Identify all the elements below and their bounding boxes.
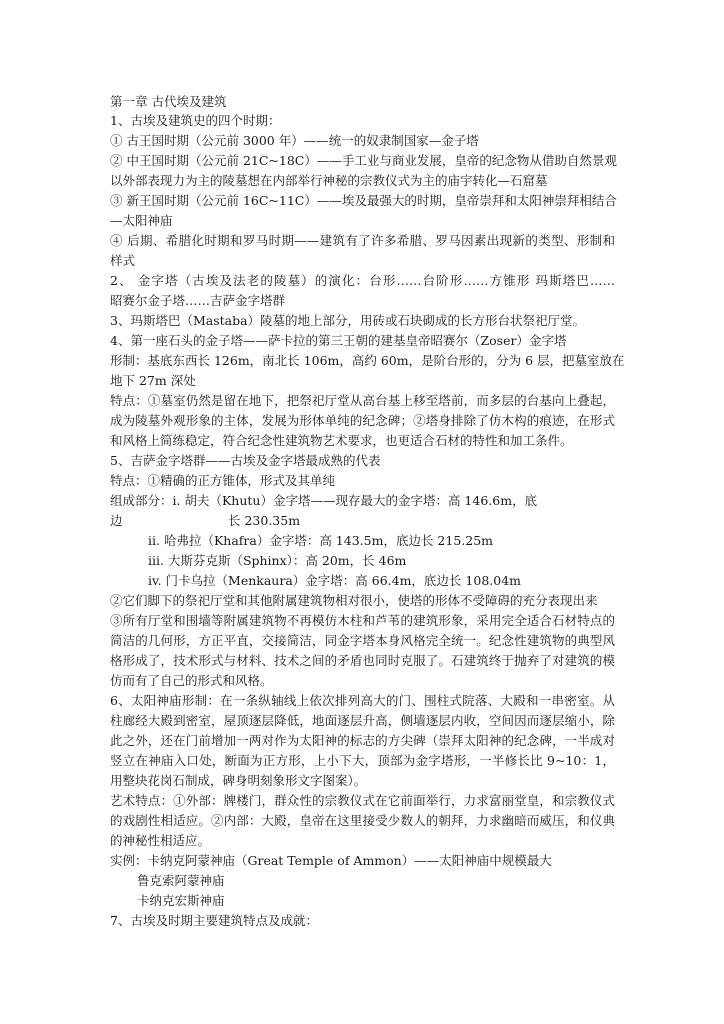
section-heading: 5、吉萨金字塔群——古埃及金字塔最成熟的代表 [110, 453, 381, 468]
text-line: 仿而有了自己的形式和风格。 [110, 673, 273, 688]
text-line: 竖立在神庙入口处，断面为正方形，上小下大，顶部为金字塔形，一半修长比 9~10：1， [110, 753, 615, 768]
text-line: 的戏剧性相适应。②内部：大殿，皇帝在这里接受少数人的朝拜，力求幽暗而威压，和仪典 [110, 813, 615, 828]
text-line: 形制：基底东西长 126m，南北长 106m，高约 60m，是阶台形的，分为 6 层，把墓室放在 [110, 353, 625, 368]
list-item: 鲁克索阿蒙神庙 [137, 873, 225, 888]
text-line: ③所有厅堂和围墙等附属建筑物不再模仿木柱和芦苇的建筑形象，采用完全适合石材特点的 [110, 613, 615, 628]
text-line: 此之外，还在门前增加一两对作为太阳神的标志的方尖碑（崇拜太阳神的纪念碑，一半成对 [110, 733, 615, 748]
text-line: ② 中王国时期（公元前 21C~18C）——手工业与商业发展，皇帝的纪念物从借助自然景观 [110, 153, 617, 168]
text-line: ②它们脚下的祭祀厅堂和其他附属建筑物相对很小，使塔的形体不受障碍的充分表现出来 [110, 593, 598, 608]
text-line: 的神秘性相适应。 [110, 833, 211, 848]
text-line: 边 [110, 513, 123, 528]
text-line: 简洁的几何形，方正平直，交接简洁，同金字塔本身风格完全统一。纪念性建筑物的典型风 [110, 633, 615, 648]
list-item: iv. 门卡乌拉（Menkaura）金字塔：高 66.4m，底边长 108.04m [148, 573, 521, 588]
section-heading: 3、玛斯塔巴（Mastaba）陵墓的地上部分，用砖或石块砌成的长方形台状祭祀厅堂。 [110, 313, 586, 328]
text-line: 昭赛尔金子塔……吉萨金字塔群 [110, 293, 286, 308]
chapter-title: 第一章 古代埃及建筑 [110, 94, 227, 109]
section-heading: 6、太阳神庙形制：在一条纵轴线上依次排列高大的门、围柱式院落、大殿和一串密室。从 [110, 693, 615, 708]
text-line: 和风格上简练稳定，符合纪念性建筑物艺术要求，也更适合石材的特性和加工条件。 [110, 433, 573, 448]
list-item: iii. 大斯芬克斯（Sphinx）：高 20m，长 46m [148, 553, 407, 568]
text-line: 用整块花岗石制成，碑身明刻象形文字图案）。 [110, 773, 367, 788]
list-item: 卡纳克宏斯神庙 [137, 893, 225, 908]
list-item: ii. 哈弗拉（Khafra）金字塔：高 143.5m，底边长 215.25m [148, 533, 494, 548]
text-line: 特点：①精确的正方锥体，形式及其单纯 [110, 473, 336, 488]
text-line: 地下 27m 深处 [110, 373, 196, 388]
text-line: 格形成了，技术形式与材料、技术之间的矛盾也同时克服了。石建筑终于抛弃了对建筑的模 [110, 653, 615, 668]
text-line: 柱廊经大殿到密室，屋顶逐层降低，地面逐层升高，侧墙逐层内收，空间因而逐层缩小，除 [110, 713, 615, 728]
section-heading: 4、第一座石头的金子塔——萨卡拉的第三王朝的建基皇帝昭赛尔（Zoser）金字塔 [110, 333, 567, 348]
section-heading: 2、 金字塔（古埃及法老的陵墓）的演化：台形……台阶形……方锥形 玛斯塔巴…… [110, 273, 615, 288]
text-line: 样式 [110, 253, 136, 268]
text-line: ③ 新王国时期（公元前 16C~11C）——埃及最强大的时期，皇帝崇拜和太阳神崇拜相结合 [110, 193, 617, 208]
text-line: 实例：卡纳克阿蒙神庙（Great Temple of Ammon）——太阳神庙中规模最大 [110, 853, 552, 868]
text-line: 成为陵墓外观形象的主体，发展为形体单纯的纪念碑；②塔身排除了仿木构的痕迹，在形式 [110, 413, 615, 428]
text-line: 特点：①墓室仍然是留在地下，把祭祀厅堂从高台基上移至塔前，而多层的台基向上叠起， [110, 393, 615, 408]
section-heading: 1、古埃及建筑史的四个时期： [110, 113, 281, 128]
text-line: ① 古王国时期（公元前 3000 年）——统一的奴隶制国家—金子塔 [110, 133, 479, 148]
text-line: —太阳神庙 [110, 213, 173, 228]
text-line: ④ 后期、希腊化时期和罗马时期——建筑有了许多希腊、罗马因素出现新的类型、形制和 [110, 233, 615, 248]
text-line: 长 230.35m [228, 513, 301, 528]
text-line: 以外部表现力为主的陵墓想在内部举行神秘的宗教仪式为主的庙宇转化—石窟墓 [110, 173, 548, 188]
text-line: 组成部分：i. 胡夫（Khutu）金字塔——现存最大的金字塔：高 146.6m，底 [110, 493, 538, 508]
text-line: 艺术特点：①外部：牌楼门，群众性的宗教仪式在它前面举行，力求富丽堂皇，和宗教仪式 [110, 793, 615, 808]
section-heading: 7、古埃及时期主要建筑特点及成就： [110, 913, 318, 928]
